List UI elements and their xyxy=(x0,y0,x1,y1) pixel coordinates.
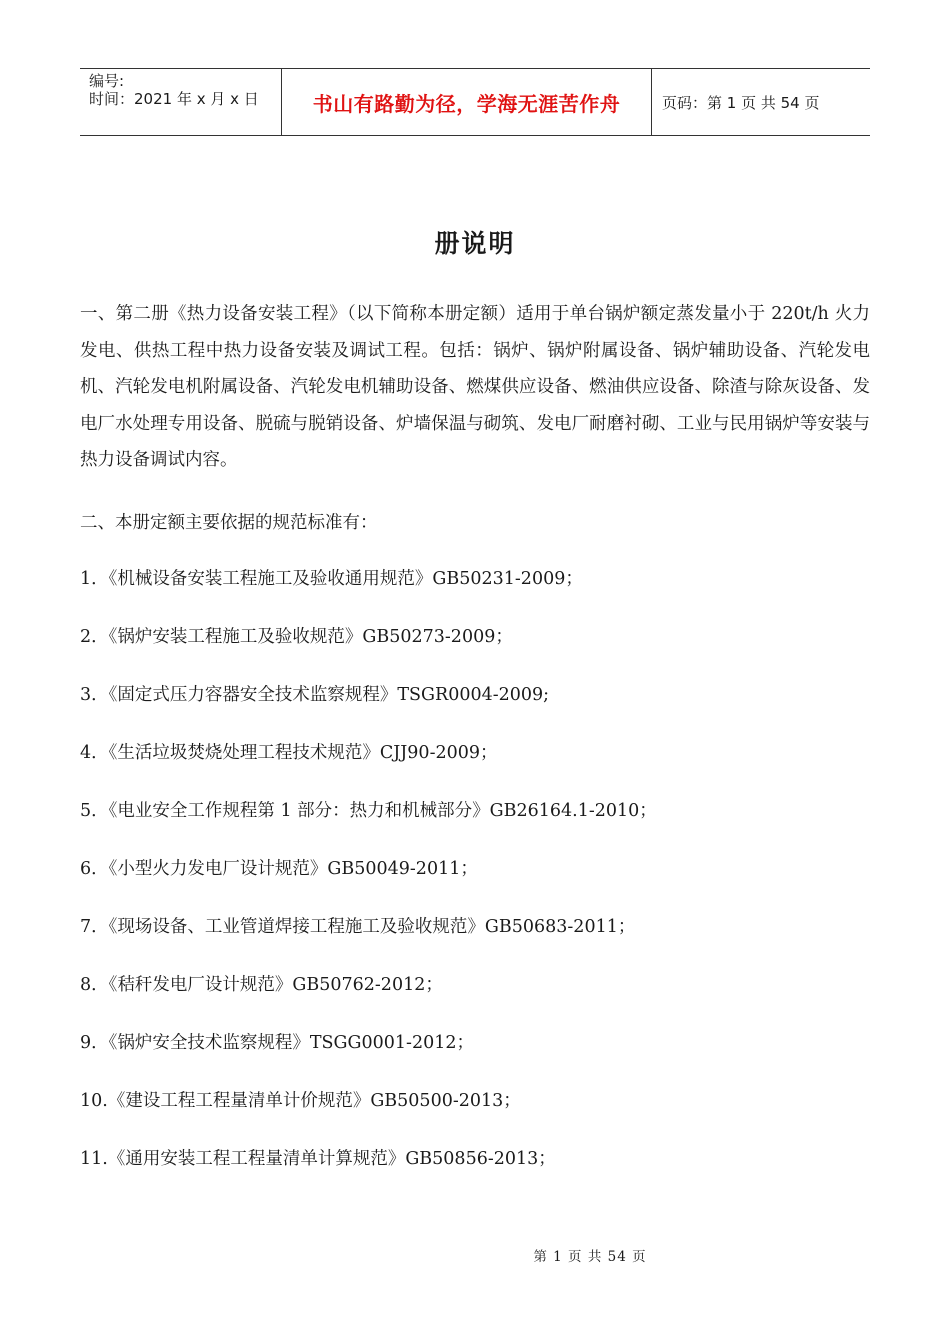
header-motto: 书山有路勤为径，学海无涯苦作舟 xyxy=(282,69,652,135)
standard-item: 9．《锅炉安全技术监察规程》TSGG0001-2012； xyxy=(80,1033,474,1053)
paragraph-scope: 一、第二册《热力设备安装工程》（以下简称本册定额）适用于单台锅炉额定蒸发量小于 220t/h 火力发电、供热工程中热力设备安装及调试工程。包括：锅炉、锅炉附属设备、锅炉辅助设备、汽轮发电机、汽轮发电机附属设备、汽轮发电机辅助设备、燃煤供应设备、燃油供应设备、除渣与除灰设备、发电厂水处理专用设备、脱硫与脱销设备、炉墙保温与砌筑、发电厂耐磨衬砌、工业与民用锅炉等安装与热力设备调试内容。 xyxy=(80,304,870,470)
standard-item: 8．《秸秆发电厂设计规范》GB50762-2012； xyxy=(80,975,443,995)
standard-item: 5．《电业安全工作规程第 1 部分：热力和机械部分》GB26164.1-2010； xyxy=(80,801,657,821)
standard-item: 3．《固定式压力容器安全技术监察规程》TSGR0004-2009; xyxy=(80,685,550,705)
standard-item: 7．《现场设备、工业管道焊接工程施工及验收规范》GB50683-2011； xyxy=(80,917,636,937)
page-header xyxy=(80,68,870,136)
header-meta xyxy=(80,69,282,135)
paragraph-standards-intro: 二、本册定额主要依据的规范标准有： xyxy=(80,513,378,533)
standard-item: 4．《生活垃圾焚烧处理工程技术规范》CJJ90-2009； xyxy=(80,743,498,763)
standard-item: 2．《锅炉安装工程施工及验收规范》GB50273-2009； xyxy=(80,627,513,647)
header-page-code: 页码：第 1 页 共 54 页 xyxy=(662,93,820,112)
doc-time-label: 时间：2021 年 x 月 x 日 xyxy=(89,90,259,108)
doc-number-label: 编号: xyxy=(89,72,125,90)
standard-item: 1．《机械设备安装工程施工及验收通用规范》GB50231-2009； xyxy=(80,569,583,589)
standard-item: 10.《建设工程工程量清单计价规范》GB50500-2013； xyxy=(80,1091,521,1111)
page-title: 册说明 xyxy=(434,229,516,258)
standard-item: 11.《通用安装工程工程量清单计算规范》GB50856-2013； xyxy=(80,1149,556,1169)
page-footer: 第 1 页 共 54 页 xyxy=(533,1249,647,1265)
standard-item: 6．《小型火力发电厂设计规范》GB50049-2011； xyxy=(80,859,478,879)
